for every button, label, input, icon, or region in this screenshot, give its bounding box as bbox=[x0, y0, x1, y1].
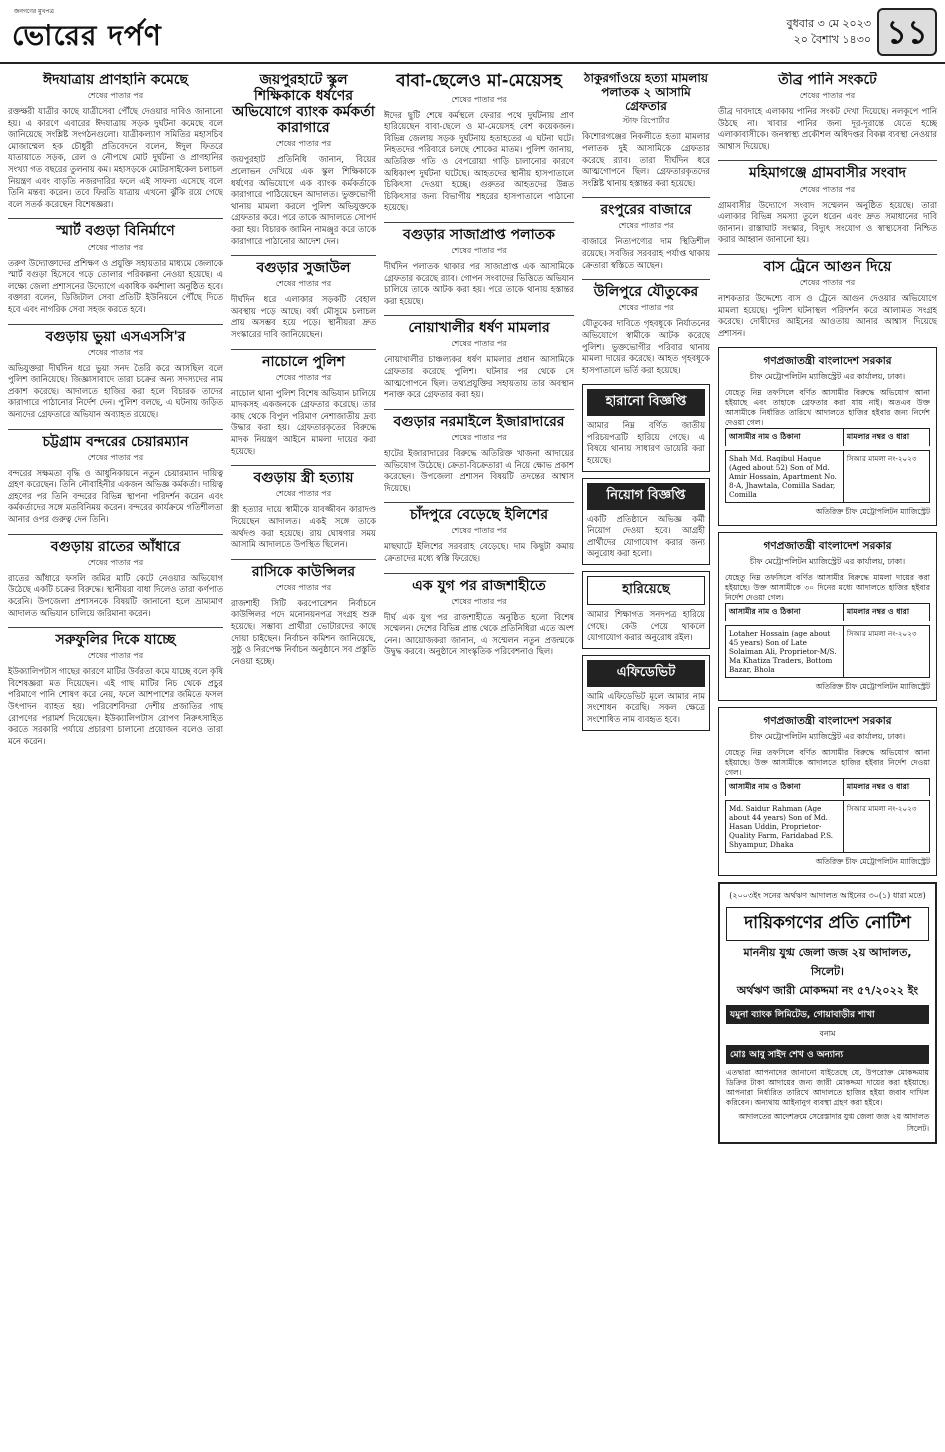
court-notice-body: যেহেতু নিম্ন তফসিলে বর্ণিত আসামীর বিরুদ্ধে অভিযোগ আনা হইয়াছে। উক্ত আসামীকে আদালতে হাজির হইবার নির্দেশ দেওয়া গেল। bbox=[725, 748, 930, 778]
story-body: হাটের ইজারাদারের বিরুদ্ধে অতিরিক্ত খাজনা আদায়ের অভিযোগ উঠেছে। ক্রেতা-বিক্রেতারা এ নিয়ে ক্ষোভ প্রকাশ করেছেন। উপজেলা প্রশাসন বিষয়টি তদন্তের আশ্বাস দিয়েছে। bbox=[384, 447, 574, 493]
story-convict-fugitive bbox=[384, 227, 574, 307]
story-headline: মহিমাগঞ্জে গ্রামবাসীর সংবাদ bbox=[748, 165, 907, 182]
story-headline: ঈদযাত্রায় প্রাণহানি কমেছে bbox=[42, 72, 188, 88]
story-headline: বাবা-ছেলেও মা-মেয়েসহ bbox=[396, 72, 562, 91]
divider bbox=[718, 254, 937, 255]
column-4 bbox=[582, 72, 710, 1444]
story-joypurhat bbox=[231, 72, 376, 247]
court-notice-1 bbox=[718, 347, 937, 526]
column-2 bbox=[231, 72, 376, 1444]
debtor-notice-defendant: মোঃ আবু সাইদ শেখ ও অন্যান্য bbox=[726, 1045, 929, 1064]
affidavit-body: আমি এফিডেভিট মূলে আমার নাম সংশোধন করেছি। সকল ক্ষেত্রে সংশোধিত নাম ব্যবহৃত হবে। bbox=[587, 690, 705, 725]
court-notice-signature: অতিরিক্ত চীফ মেট্রোপলিটন ম্যাজিস্ট্রেট bbox=[815, 857, 930, 867]
divider bbox=[384, 409, 574, 410]
story-dateline: শেষের পাতার পর bbox=[618, 221, 674, 231]
story-dateline: শেষের পাতার পর bbox=[618, 303, 674, 313]
story-dateline: শেষের পাতার পর bbox=[87, 242, 144, 252]
divider bbox=[8, 627, 223, 628]
affidavit-title: এফিডেভিট bbox=[587, 660, 705, 687]
story-headline: জয়পুরহাটে স্কুল শিক্ষিকাকে ধর্ষণের অভিযোগে ব্যাংক কর্মকর্তা কারাগারে bbox=[232, 72, 375, 137]
schedule-row bbox=[725, 450, 930, 503]
job-notice-title: নিয়োগ বিজ্ঞপ্তি bbox=[587, 483, 705, 510]
schedule-header-accused: আসামীর নাম ও ঠিকানা bbox=[726, 604, 844, 621]
debtor-notice-versus: বনাম bbox=[819, 1029, 836, 1039]
page-number: ১১ bbox=[877, 8, 937, 56]
divider bbox=[384, 222, 574, 223]
court-notice-body: যেহেতু নিম্ন তফসিলে বর্ণিত আসামীর বিরুদ্ধে মামলা দায়ের করা হইয়াছে। উক্ত আসামীকে ৩০ দিনের মধ্যে আদালতে হাজির হইবার নির্দেশ দেওয়া গেল। bbox=[725, 573, 930, 603]
story-body: নাশকতার উদ্দেশ্যে বাস ও ট্রেনে আগুন দেওয়ার অভিযোগে মামলা হয়েছে। পুলিশ ঘটনাস্থল পরিদর্শন করে আলামত সংগ্রহ করেছে। দোষীদের আইনের আওতায় আনার আশ্বাস দিয়েছে প্রশাসন। bbox=[718, 293, 937, 338]
schedule-case: সিআর মামলা নং-২০২৩ bbox=[846, 454, 917, 464]
story-headline: বগুড়ার নরমাইলে ইজারাদারের bbox=[393, 413, 565, 430]
story-body: বাজারে নিত্যপণ্যের দাম স্থিতিশীল রয়েছে। সবজির সরবরাহ পর্যাপ্ত থাকায় ক্রেতারা স্বস্তিতে আছেন। bbox=[582, 236, 710, 270]
schedule-header-case: মামলার নম্বর ও ধারা bbox=[846, 432, 910, 442]
story-dateline: শেষের পাতার পর bbox=[87, 347, 144, 357]
logo-tagline: জনগণের মুখপত্র bbox=[14, 8, 54, 15]
story-dateline: শেষের পাতার পর bbox=[451, 94, 507, 104]
story-dateline: শেষের পাতার পর bbox=[799, 184, 856, 194]
newspaper-logo: ভোরের দর্পণ bbox=[12, 19, 162, 52]
story-dateline: শেষের পাতার পর bbox=[87, 91, 144, 101]
story-headline: বগুড়ায় রাতের আঁধারে bbox=[50, 538, 181, 555]
story-body: দীর্ঘ এক যুগ পর রাজশাহীতে অনুষ্ঠিত হলো বিশেষ সম্মেলন। দেশের বিভিন্ন প্রান্ত থেকে প্রতিনিধিরা এতে অংশ নেন। আয়োজকরা জানান, এ সম্মেলন নতুন প্রজন্মকে উদ্বুদ্ধ করবে। অনুষ্ঠানে সাংস্কৃতিক পরিবেশনাও ছিল। bbox=[384, 611, 574, 657]
story-two-arrested bbox=[582, 72, 710, 189]
story-body: মাছঘাটে ইলিশের সরবরাহ বেড়েছে। দাম কিছুটা কমায় ক্রেতাদের মধ্যে স্বস্তি ফিরেছে। bbox=[384, 541, 574, 563]
story-body: যৌতুকের দাবিতে গৃহবধূকে নির্যাতনের অভিযোগে স্বামীকে আটক করেছে পুলিশ। ভুক্তভোগীর পরিবার থানায় মামলা দায়ের করেছে। আহত গৃহবধূকে হাসপাতালে ভর্তি করা হয়েছে। bbox=[582, 318, 710, 375]
court-notice-2 bbox=[718, 532, 937, 701]
court-notice-title: গণপ্রজাতন্ত্রী বাংলাদেশ সরকার bbox=[763, 355, 892, 368]
story-dateline: শেষের পাতার পর bbox=[451, 432, 507, 442]
story-ulipur-dowry bbox=[582, 284, 710, 376]
story-ctg-port bbox=[8, 434, 223, 526]
divider bbox=[231, 465, 376, 466]
schedule-case: সিআর মামলা নং-২০২৩ bbox=[846, 629, 917, 639]
story-headline: রাসিকে কাউন্সিলর bbox=[251, 563, 356, 580]
story-dateline: শেষের পাতার পর bbox=[275, 372, 332, 382]
schedule-header bbox=[725, 778, 930, 796]
story-headline: বগুড়ার সাজাপ্রাপ্ত পলাতক bbox=[403, 226, 555, 243]
story-headline: নাচোলে পুলিশ bbox=[262, 353, 345, 370]
story-wife-murder bbox=[231, 470, 376, 550]
schedule-row bbox=[725, 625, 930, 678]
date-bengali: ২০ বৈশাখ ১৪৩০ bbox=[793, 33, 871, 46]
schedule-accused: Shah Md. Raqibul Haque (Aged about 52) Son of Md. Amir Hossain, Apartment No. 8-A, Jhawtala, Comilla Sadar, Comilla bbox=[726, 451, 844, 502]
job-notice-body: একটি প্রতিষ্ঠানে অভিজ্ঞ কর্মী নিয়োগ দেওয়া হবে। আগ্রহী প্রার্থীদের যোগাযোগ করার জন্য অনুরোধ করা হলো। bbox=[587, 513, 705, 559]
debtor-notice-bank: যমুনা ব্যাংক লিমিটেড, গোয়াবাড়ীর শাখা bbox=[726, 1005, 929, 1024]
story-dateline: শেষের পাতার পর bbox=[275, 489, 332, 499]
story-noakhali bbox=[384, 320, 574, 400]
court-notice-office: চীফ মেট্রোপলিটন ম্যাজিস্ট্রেট এর কার্যালয়, ঢাকা। bbox=[749, 732, 906, 742]
story-headline: ঠাকুরগাঁওয়ে হত্যা মামলায় পলাতক ২ আসামি গ্রেফতার bbox=[584, 72, 708, 113]
divider bbox=[384, 315, 574, 316]
divider bbox=[8, 218, 223, 219]
divider bbox=[231, 255, 376, 256]
story-headline: এক যুগ পর রাজশাহীতে bbox=[412, 577, 546, 594]
story-dateline: স্টাফ রিপোর্টার bbox=[622, 116, 670, 126]
story-body: ইউক্যালিপটাস গাছের কারণে মাটির উর্বরতা কমে যাচ্ছে বলে কৃষি বিশেষজ্ঞরা মত দিয়েছেন। এই গাছ মাটির নিচ থেকে প্রচুর পরিমাণে পানি শোষণ করে নেয়, ফলে আশপাশের জমিতে ফসল উৎপাদন ব্যাহত হয়। পরিবেশবিদরা দেশীয় প্রজাতির গাছ রোপণের পরামর্শ দিয়েছেন। ইউক্যালিপটাস রোপণ নিরুৎসাহিত করতে সরকারি পর্যায়ে প্রচারণা চালানো প্রয়োজন বলেও তারা মনে করেন। bbox=[8, 666, 223, 746]
story-body: ঈদের ছুটি শেষে কর্মস্থলে ফেরার পথে দুর্ঘটনায় প্রাণ হারিয়েছেন বাবা-ছেলে ও মা-মেয়েসহ বেশ কয়েকজন। বিভিন্ন জেলায় সড়ক দুর্ঘটনায় হতাহতের এ ঘটনা ঘটে। নিহতদের পরিবারে চলছে শোকের মাতম। পুলিশ জানায়, অতিরিক্ত গতি ও বেপরোয়া গাড়ি চালানোর কারণে অধিকাংশ দুর্ঘটনা ঘটেছে। আহতদের স্থানীয় হাসপাতালে চিকিৎসা দেওয়া হচ্ছে। গুরুতর আহতদের উন্নত চিকিৎসার জন্য বিভাগীয় শহরের হাসপাতালে পাঠানো হয়েছে। bbox=[384, 109, 574, 213]
schedule-header-case: মামলার নম্বর ও ধারা bbox=[846, 782, 910, 792]
story-nachol-police bbox=[231, 354, 376, 458]
divider bbox=[8, 324, 223, 325]
court-notice-3 bbox=[718, 707, 937, 876]
court-notice-body: যেহেতু নিম্ন তফসিলে বর্ণিত আসামীর বিরুদ্ধে অভিযোগ আনা হইয়াছে এবং তাহাকে গ্রেফতার করা যায় নাই। অতএব উক্ত আসামীকে নির্ধারিত তারিখে আদালতে হাজির হইবার জন্য নির্দেশ দেওয়া গেল। bbox=[725, 388, 930, 428]
schedule-case: সিআর মামলা নং-২০২৩ bbox=[846, 804, 917, 814]
debtor-notice-title: দায়িকগণের প্রতি নোটিশ bbox=[726, 907, 929, 941]
story-body: জয়পুরহাট প্রতিনিধি জানান, বিয়ের প্রলোভন দেখিয়ে এক স্কুল শিক্ষিকাকে ধর্ষণের অভিযোগে এক ব্যাংক কর্মকর্তাকে কারাগারে পাঠিয়েছেন আদালত। ভুক্তভোগী থানায় মামলা করলে পুলিশ অভিযুক্তকে গ্রেফতার করে। পরে তাকে আদালতে সোপর্দ করা হয়। বিচারক জামিন নামঞ্জুর করে তাকে কারাগারে পাঠানোর আদেশ দেন। bbox=[231, 154, 376, 246]
court-notice-office: চীফ মেট্রোপলিটন ম্যাজিস্ট্রেট এর কার্যালয়, ঢাকা। bbox=[749, 557, 906, 567]
debtor-notice-court: মাননীয় যুগ্ম জেলা জজ ২য় আদালত, সিলেট। bbox=[743, 946, 912, 979]
divider bbox=[384, 502, 574, 503]
column-1 bbox=[8, 72, 223, 1444]
story-dateline: শেষের পাতার পর bbox=[275, 582, 332, 592]
story-body: স্ত্রী হত্যার দায়ে স্বামীকে যাবজ্জীবন কারাদণ্ড দিয়েছেন আদালত। একই সঙ্গে তাকে অর্থদণ্ড করা হয়েছে। রায় ঘোষণার সময় আসামি আদালতে উপস্থিত ছিলেন। bbox=[231, 504, 376, 550]
schedule-accused: Lotaher Hossain (age about 45 years) Son of Late Solaiman Ali, Proprietor-M/S. Ma Khatiza Traders, Bottom Bazar, Bhola bbox=[726, 626, 844, 677]
story-body: দীর্ঘদিন ধরে এলাকার সড়কটি বেহাল অবস্থায় পড়ে আছে। বর্ষা মৌসুমে চলাচল প্রায় অসম্ভব হয়ে পড়ে। স্থানীয়রা দ্রুত সংস্কারের দাবি জানিয়েছেন। bbox=[231, 294, 376, 339]
story-night-darkness bbox=[8, 539, 223, 619]
debtor-notice bbox=[718, 882, 937, 1144]
issue-date bbox=[787, 16, 871, 48]
schedule-row bbox=[725, 800, 930, 853]
divider bbox=[384, 573, 574, 574]
court-notice-title: গণপ্রজাতন্ত্রী বাংলাদেশ সরকার bbox=[763, 540, 892, 553]
affidavit-notice bbox=[582, 655, 710, 731]
schedule-header-accused: আসামীর নাম ও ঠিকানা bbox=[726, 429, 844, 446]
story-smart-bogura bbox=[8, 223, 223, 315]
story-dateline: শেষের পাতার পর bbox=[87, 651, 144, 661]
story-dateline: শেষের পাতার পর bbox=[451, 339, 507, 349]
story-dateline: শেষের পাতার পর bbox=[451, 596, 507, 606]
story-dateline: শেষের পাতার পর bbox=[799, 91, 856, 101]
divider bbox=[231, 559, 376, 560]
story-body: নোয়াখালীর চাঞ্চল্যকর ধর্ষণ মামলার প্রধান আসামিকে গ্রেফতার করেছে পুলিশ। ঘটনার পর থেকে সে আত্মগোপনে ছিল। তথ্যপ্রযুক্তির সহায়তায় তার অবস্থান শনাক্ত করে গ্রেফতার করা হয়। bbox=[384, 354, 574, 400]
court-notice-signature: অতিরিক্ত চীফ মেট্রোপলিটন ম্যাজিস্ট্রেট bbox=[815, 682, 930, 692]
story-body: রাজশাহী সিটি করপোরেশন নির্বাচনে কাউন্সিলর পদে মনোনয়নপত্র সংগ্রহ শুরু হয়েছে। সম্ভাব্য প্রার্থীরা ভোটারদের কাছে দোয়া চাইছেন। নির্বাচন কমিশন জানিয়েছে, সুষ্ঠু ও নিরপেক্ষ নির্বাচন অনুষ্ঠানে সব প্রস্তুতি নেওয়া হচ্ছে। bbox=[231, 597, 376, 666]
story-rasik-councillor bbox=[231, 564, 376, 668]
schedule-header bbox=[725, 603, 930, 621]
story-mohimaganj bbox=[718, 165, 937, 245]
story-body: তরুণ উদ্যোক্তাদের প্রশিক্ষণ ও প্রযুক্তি সহায়তার মাধ্যমে জেলাকে স্মার্ট বগুড়া হিসেবে গড়ে তোলার পরিকল্পনা নেওয়া হয়েছে। এ লক্ষ্যে জেলা প্রশাসনের উদ্যোগে একাধিক কর্মশালা অনুষ্ঠিত হবে। বক্তারা বলেন, ডিজিটাল সেবা প্রতিটি ইউনিয়নে পৌঁছে দিতে হবে এবং নাগরিক সেবা সহজ করতে হবে। bbox=[8, 257, 223, 314]
divider bbox=[582, 197, 710, 198]
debtor-notice-signature: আদালতের আদেশক্রমে সেরেস্তাদার যুগ্ম জেলা জজ ২য় আদালত সিলেট। bbox=[738, 1112, 929, 1134]
debtor-notice-case-number: অর্থঋণ জারী মোকদ্দমা নং ৫৭/২০২২ ইং bbox=[736, 984, 919, 998]
court-notice-office: চীফ মেট্রোপলিটন ম্যাজিস্ট্রেট এর কার্যালয়, ঢাকা। bbox=[749, 372, 906, 382]
story-body: নাচোল থানা পুলিশ বিশেষ অভিযান চালিয়ে মাদকসহ একজনকে গ্রেফতার করেছে। তার কাছ থেকে বিপুল পরিমাণ নেশাজাতীয় দ্রব্য উদ্ধার করা হয়। গ্রেফতারকৃতের বিরুদ্ধে মাদক নিয়ন্ত্রণ আইনে মামলা দায়ের করা হয়েছে। bbox=[231, 387, 376, 456]
lost-notice-body: আমার নিম্ন বর্ণিত জাতীয় পরিচয়পত্রটি হারিয়ে গেছে। এ বিষয়ে থানায় সাধারণ ডায়েরি করা হয়েছে। bbox=[587, 420, 705, 466]
story-rangpur-market bbox=[582, 202, 710, 271]
job-notice bbox=[582, 478, 710, 565]
story-body: বন্দরের সক্ষমতা বৃদ্ধি ও আধুনিকায়নে নতুন চেয়ারম্যান দায়িত্ব গ্রহণ করেছেন। তিনি নৌবাহিনীর একজন অভিজ্ঞ কর্মকর্তা। দায়িত্ব গ্রহণের পর তিনি বন্দরের বিভিন্ন স্থাপনা পরিদর্শন করেন এবং কর্মকর্তাদের সঙ্গে মতবিনিময় করেন। বন্দরের কার্যক্রমে গতিশীলতা আনার ওপর গুরুত্ব দেন তিনি। bbox=[8, 467, 223, 525]
divider bbox=[718, 160, 937, 161]
divider bbox=[8, 534, 223, 535]
story-headline: উলিপুরে যৌতুকের bbox=[593, 284, 699, 301]
story-headline: বগুড়ার সুজাউল bbox=[256, 260, 351, 277]
story-bus-train-fire bbox=[718, 259, 937, 339]
divider bbox=[8, 429, 223, 430]
story-lessee bbox=[384, 414, 574, 494]
story-headline: চাঁদপুরে বেড়েছে ইলিশের bbox=[409, 507, 549, 524]
court-notice-title: গণপ্রজাতন্ত্রী বাংলাদেশ সরকার bbox=[763, 715, 892, 728]
story-headline: বাস ট্রেনে আগুন দিয়ে bbox=[763, 258, 892, 275]
story-body: তীব্র দাবদাহে এলাকায় পানির সংকট দেখা দিয়েছে। নলকূপে পানি উঠছে না। খাবার পানির জন্য দূর-দূরান্তে যেতে হচ্ছে এলাকাবাসীকে। জনস্বাস্থ্য প্রকৌশল অধিদপ্তর বিকল্প ব্যবস্থা নেওয়ার আশ্বাস দিয়েছে। bbox=[718, 106, 937, 151]
story-headline: স্মার্ট বগুড়া বিনির্মাণে bbox=[56, 223, 175, 240]
story-body: রক্তক্ষরী যাত্রীর কাছে যাত্রীসেবা পৌঁছে দেওয়ার দাবিও জানানো হয়। এ কারণে এবারের ঈদযাত্রায় সড়ক দুর্ঘটনা কমেছে বলে জানিয়েছে সংশ্লিষ্ট সংগঠনগুলো। যাত্রীকল্যাণ সমিতির মহাসচিব মোজাম্মেল হক চৌধুরী প্রতিবেদনে বলেন, ঈদুল ফিতরে যাতায়াতে সড়ক, রেল ও নৌপথে মোট দুর্ঘটনা ও প্রাণহানির সংখ্যা গত বছরের তুলনায় কম। মহাসড়কে মোটরসাইকেল চলাচল নিয়ন্ত্রণ এবং বাড়তি নজরদারির ফলে এই সাফল্য এসেছে বলে তিনি মন্তব্য করেন। তবে ফিরতি যাত্রায় এখনো ঝুঁকি রয়ে গেছে বলে সতর্ক করেছেন বিশেষজ্ঞরা। bbox=[8, 106, 223, 209]
story-dateline: শেষের পাতার পর bbox=[87, 557, 144, 567]
story-dateline: শেষের পাতার পর bbox=[451, 245, 507, 255]
story-fake-ssc bbox=[8, 329, 223, 421]
story-headline: চট্টগ্রাম বন্দরের চেয়ারম্যান bbox=[42, 433, 189, 450]
schedule-header-accused: আসামীর নাম ও ঠিকানা bbox=[726, 779, 844, 796]
column-5 bbox=[718, 72, 937, 1444]
missing-notice-body: আমার শিক্ষাগত সনদপত্র হারিয়ে গেছে। কেউ পেয়ে থাকলে যোগাযোগ করার অনুরোধ রইল। bbox=[587, 609, 705, 643]
story-dateline: শেষের পাতার পর bbox=[275, 279, 332, 289]
story-headline: বগুড়ায় ভুয়া এসএসসি'র bbox=[45, 328, 186, 345]
story-headline: তীব্র পানি সংকটে bbox=[778, 72, 877, 88]
story-body: কিশোরগঞ্জের নিকলীতে হত্যা মামলার পলাতক দুই আসামিকে গ্রেফতার করেছে র‍্যাব। তারা দীর্ঘদিন ধরে আত্মগোপনে ছিল। গ্রেফতারকৃতদের সংশ্লিষ্ট থানায় হস্তান্তর করা হয়েছে। bbox=[582, 131, 710, 188]
story-dateline: শেষের পাতার পর bbox=[87, 452, 144, 462]
story-water-crisis bbox=[718, 72, 937, 152]
debtor-notice-body: এতদ্বারা আপনাদের জানানো যাইতেছে যে, উপরোক্ত মোকদ্দমায় ডিক্রির টাকা আদায়ের জন্য জারী মোকদ্দমা দায়ের করা হইয়াছে। আপনারা নির্ধারিত তারিখে আদালতে হাজির হইয়া জবাব দাখিল করিবেন। অন্যথায় আইনানুগ ব্যবস্থা গ্রহণ করা হইবে। bbox=[726, 1068, 929, 1108]
divider bbox=[231, 349, 376, 350]
story-eucalyptus bbox=[8, 632, 223, 747]
story-headline: সরুফুলির দিকে যাচ্ছে bbox=[55, 632, 176, 649]
story-eid-journey bbox=[8, 72, 223, 210]
schedule-accused: Md. Saidur Rahman (Age about 44 years) Son of Md. Hasan Uddin, Proprietor-Quality Farm, Faridabad P.S. Shyampur, Dhaka bbox=[726, 801, 844, 852]
story-sujaul bbox=[231, 260, 376, 340]
story-dateline: শেষের পাতার পর bbox=[799, 278, 856, 288]
story-chandpur-hilsa bbox=[384, 507, 574, 564]
story-body: গ্রামবাসীর উদ্যোগে সংবাদ সম্মেলন অনুষ্ঠিত হয়েছে। তারা এলাকার বিভিন্ন সমস্যা তুলে ধরেন এবং দ্রুত সমাধানের দাবি জানান। রাস্তাঘাট সংস্কার, বিদ্যুৎ সংযোগ ও স্বাস্থ্যসেবা নিশ্চিত করার আহ্বান জানানো হয়। bbox=[718, 199, 937, 245]
debtor-notice-preamble: (২০০৩ইং সনের অর্থঋণ আদালত আইনের ৩০(১) ধারা মতে) bbox=[729, 891, 926, 901]
schedule-header bbox=[725, 428, 930, 446]
column-3 bbox=[384, 72, 574, 1444]
missing-notice bbox=[582, 571, 710, 649]
story-father-son bbox=[384, 72, 574, 214]
date-gregorian: বুধবার ৩ মে ২০২৩ bbox=[786, 17, 871, 30]
story-dateline: শেষের পাতার পর bbox=[451, 526, 507, 536]
story-rajshahi bbox=[384, 578, 574, 658]
lost-notice bbox=[582, 384, 710, 471]
story-headline: রংপুরের বাজারে bbox=[600, 202, 692, 219]
court-notice-signature: অতিরিক্ত চীফ মেট্রোপলিটন ম্যাজিস্ট্রেট bbox=[815, 507, 930, 517]
story-body: অভিযুক্তরা দীর্ঘদিন ধরে ভুয়া সনদ তৈরি করে আসছিল বলে পুলিশ জানিয়েছে। জিজ্ঞাসাবাদে তারা চক্রের অন্য সদস্যদের নাম প্রকাশ করেছে। আদালতে হাজির করা হলে বিচারক তাদের কারাগারে পাঠানোর নির্দেশ দেন। পুলিশ বলছে, এ ঘটনায় জড়িত অন্যদের গ্রেফতারে অভিযান অব্যাহত রয়েছে। bbox=[8, 362, 223, 419]
story-body: রাতের আঁধারে ফসলি জমির মাটি কেটে নেওয়ার অভিযোগ উঠেছে একটি চক্রের বিরুদ্ধে। স্থানীয়রা বাধা দিলেও তারা কর্ণপাত করেনি। উপজেলা প্রশাসনকে বিষয়টি জানানো হলে ভ্রাম্যমাণ আদালত অভিযান চালিয়ে জরিমানা করেন। bbox=[8, 572, 223, 618]
masthead bbox=[0, 0, 945, 64]
divider bbox=[582, 279, 710, 280]
story-dateline: শেষের পাতার পর bbox=[275, 139, 332, 149]
schedule-header-case: মামলার নম্বর ও ধারা bbox=[846, 607, 910, 617]
missing-notice-title: হারিয়েছে bbox=[587, 576, 705, 605]
story-body: দীর্ঘদিন পলাতক থাকার পর সাজাপ্রাপ্ত এক আসামিকে গ্রেফতার করেছে র‍্যাব। গোপন সংবাদের ভিত্তিতে অভিযান চালিয়ে তাকে আটক করা হয়। পরে তাকে থানায় হস্তান্তর করা হয়েছে। bbox=[384, 260, 574, 306]
story-headline: নোয়াখালীর ধর্ষণ মামলার bbox=[408, 320, 550, 337]
story-headline: বগুড়ায় স্ত্রী হত্যায় bbox=[253, 470, 354, 487]
lost-notice-title: হারানো বিজ্ঞপ্তি bbox=[587, 389, 705, 416]
